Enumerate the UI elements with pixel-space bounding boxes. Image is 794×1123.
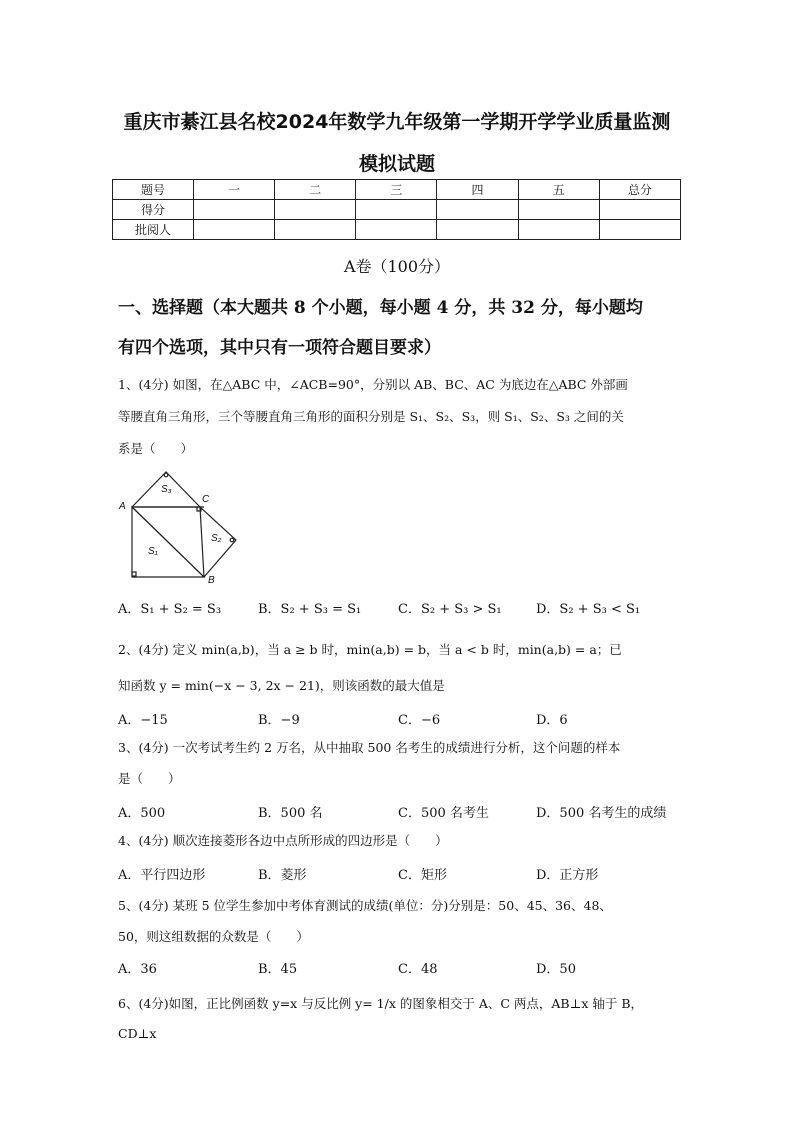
q2-option-d[interactable]: D．6 (536, 713, 568, 728)
q3-option-a[interactable]: A．500 (118, 806, 166, 821)
score-cell[interactable] (599, 220, 680, 240)
figure-label-s1: S₁ (148, 546, 158, 557)
q4-line1: 4、(4分) 顺次连接菱形各边中点所形成的四边形是（ ） (118, 833, 448, 848)
q1-line1: 1、(4分) 如图，在△ABC 中，∠ACB=90°，分别以 AB、BC、AC 为底边在△ABC 外部画 (118, 377, 628, 392)
q3-option-b[interactable]: B．500 名 (258, 806, 323, 821)
score-cell[interactable] (356, 200, 437, 220)
figure-label-b: B (208, 575, 215, 585)
score-table-row-label: 批阅人 (113, 220, 194, 240)
q3-line2: 是（ ） (118, 771, 181, 786)
exam-title-line2: 模拟试题 (358, 153, 435, 175)
q4-options (118, 864, 678, 888)
score-cell[interactable] (194, 220, 275, 240)
q4-option-b[interactable]: B．菱形 (258, 868, 307, 883)
figure-label-a: A (119, 501, 126, 512)
q1-line3: 系是（ ） (118, 441, 194, 456)
score-cell[interactable] (275, 200, 356, 220)
score-table-header-row (113, 180, 681, 200)
score-table-header-cell: 总分 (599, 180, 680, 200)
q3-option-c[interactable]: C．500 名考生 (398, 806, 489, 821)
q2-option-b[interactable]: B．−9 (258, 713, 300, 728)
q2-option-c[interactable]: C．−6 (398, 713, 441, 728)
q5-options (118, 958, 678, 982)
score-cell[interactable] (194, 200, 275, 220)
score-cell[interactable] (437, 220, 518, 240)
score-table-header-cell: 五 (518, 180, 599, 200)
score-table-header-cell: 一 (194, 180, 275, 200)
q1-triangle-figure (118, 465, 248, 585)
score-cell[interactable] (356, 220, 437, 240)
q3-line1: 3、(4分) 一次考试考生约 2 万名，从中抽取 500 名考生的成绩进行分析，这个问题的样本 (118, 740, 621, 755)
q4-option-d[interactable]: D．正方形 (536, 868, 599, 883)
score-cell[interactable] (437, 200, 518, 220)
q2-line2: 知函数 y = min(−x − 3, 2x − 21)，则该函数的最大值是 (118, 678, 445, 693)
figure-label-s2: S₂ (211, 533, 222, 544)
section-a-heading: A卷（100分） (343, 257, 451, 276)
q2-line1: 2、(4分) 定义 min(a,b)，当 a ≥ b 时，min(a,b) = b，当 a < b 时，min(a,b) = a；已 (118, 642, 622, 657)
q1-line2: 等腰直角三角形，三个等腰直角三角形的面积分别是 S₁、S₂、S₃，则 S₁、S₂、S₃ 之间的关 (118, 409, 624, 424)
q5-option-a[interactable]: A．36 (118, 962, 157, 977)
score-cell[interactable] (275, 220, 356, 240)
q5-line2: 50，则这组数据的众数是（ ） (118, 929, 309, 944)
score-cell[interactable] (518, 220, 599, 240)
section1-heading-line1: 一、选择题（本大题共 8 个小题，每小题 4 分，共 32 分，每小题均 (118, 298, 643, 318)
q1-option-c[interactable]: C．S₂ + S₃ > S₁ (398, 602, 502, 617)
q6-line1: 6、(4分)如图，正比例函数 y=x 与反比例 y= 1/x 的图象相交于 A、C 两点，AB⊥x 轴于 B，CD⊥x (118, 996, 644, 1041)
score-table-header-cell: 四 (437, 180, 518, 200)
exam-title-line1: 重庆市綦江县名校2024年数学九年级第一学期开学学业质量监测 (123, 111, 671, 133)
score-table-row (113, 220, 681, 240)
q1-option-b[interactable]: B．S₂ + S₃ = S₁ (258, 602, 362, 617)
score-table-header-cell: 二 (275, 180, 356, 200)
section1-heading-line2: 有四个选项，其中只有一项符合题目要求） (118, 338, 441, 358)
q4-option-a[interactable]: A．平行四边形 (118, 868, 206, 883)
q2-option-a[interactable]: A．−15 (118, 713, 168, 728)
q5-option-c[interactable]: C．48 (398, 962, 438, 977)
q1-options (118, 598, 678, 622)
score-table-row-label: 得分 (113, 200, 194, 220)
q1-option-a[interactable]: A．S₁ + S₂ = S₃ (118, 602, 222, 617)
q5-line1: 5、(4分) 某班 5 位学生参加中考体育测试的成绩(单位：分)分别是：50、45、36、48、 (118, 898, 612, 913)
score-table (112, 179, 681, 240)
q3-options (118, 802, 678, 826)
score-table-header-cell: 三 (356, 180, 437, 200)
figure-label-s3: S₃ (161, 484, 172, 495)
q4-option-c[interactable]: C．矩形 (398, 868, 447, 883)
score-cell[interactable] (518, 200, 599, 220)
q1-option-d[interactable]: D．S₂ + S₃ < S₁ (536, 602, 641, 617)
q5-option-d[interactable]: D．50 (536, 962, 576, 977)
figure-label-c: C (202, 494, 210, 505)
q5-option-b[interactable]: B．45 (258, 962, 298, 977)
q2-options (118, 709, 678, 733)
q3-option-d[interactable]: D．500 名考生的成绩 (536, 806, 667, 821)
score-table-header-cell: 题号 (113, 180, 194, 200)
score-cell[interactable] (599, 200, 680, 220)
score-table-row (113, 200, 681, 220)
